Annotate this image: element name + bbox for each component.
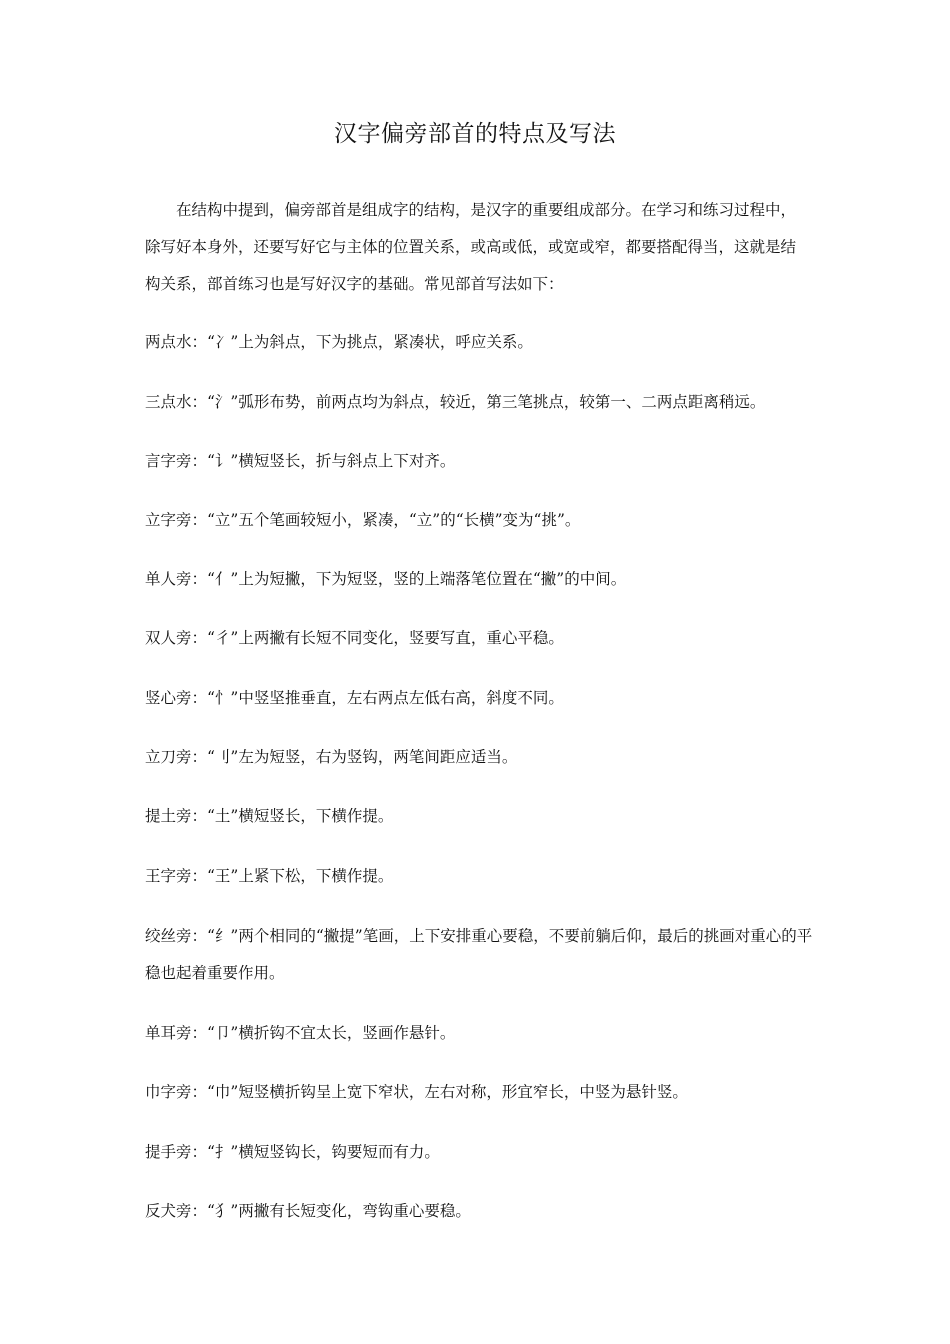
radical-entry: 竖心旁：“忄”中竖坚推垂直，左右两点左低右高，斜度不同。 bbox=[145, 689, 564, 707]
radical-entry: 提土旁：“土”横短竖长，下横作提。 bbox=[145, 807, 394, 825]
radical-entry: 两点水：“冫”上为斜点，下为挑点，紧凑状，呼应关系。 bbox=[145, 333, 533, 351]
radical-entry: 绞丝旁：“纟”两个相同的“撇提”笔画，上下安排重心要稳，不要前躺后仰，最后的挑画对重心的平稳也起着重要作用。 bbox=[145, 927, 813, 982]
radical-entry: 王字旁：“王”上紧下松，下横作提。 bbox=[145, 867, 394, 885]
document-title: 汉字偏旁部首的特点及写法 bbox=[334, 121, 616, 147]
intro-paragraph: 在结构中提到，偏旁部首是组成字的结构，是汉字的重要组成部分。在学习和练习过程中，除写好本身外，还要写好它与主体的位置关系，或高或低，或宽或窄，都要搭配得当，这就是结构关系，部首练习也是写好汉字的基础。常见部首写法如下： bbox=[145, 201, 797, 293]
radical-entry: 三点水：“氵”弧形布势，前两点均为斜点，较近，第三笔挑点，较第一、二两点距离稍远。 bbox=[145, 393, 766, 411]
radical-entry: 立字旁：“立”五个笔画较短小，紧凑，“立”的“长横”变为“挑”。 bbox=[145, 511, 581, 529]
radical-entry: 反犬旁：“犭”两撇有长短变化，弯钩重心要稳。 bbox=[145, 1202, 471, 1220]
radical-entry: 立刀旁：“刂”左为短竖，右为竖钩，两笔间距应适当。 bbox=[145, 748, 518, 766]
radical-entry: 巾字旁：“巾”短竖横折钩呈上宽下窄状，左右对称，形宜窄长，中竖为悬针竖。 bbox=[145, 1083, 688, 1101]
radical-entry: 单耳旁：“卩”横折钩不宜太长，竖画作悬针。 bbox=[145, 1024, 456, 1042]
radical-entry: 双人旁：“彳”上两撇有长短不同变化，竖要写直，重心平稳。 bbox=[145, 629, 564, 647]
radical-entry: 言字旁：“讠”横短竖长，折与斜点上下对齐。 bbox=[145, 452, 456, 470]
radical-entry: 单人旁：“亻”上为短撇，下为短竖，竖的上端落笔位置在“撇”的中间。 bbox=[145, 570, 627, 588]
radical-entry: 提手旁：“扌”横短竖钩长，钩要短而有力。 bbox=[145, 1143, 440, 1161]
